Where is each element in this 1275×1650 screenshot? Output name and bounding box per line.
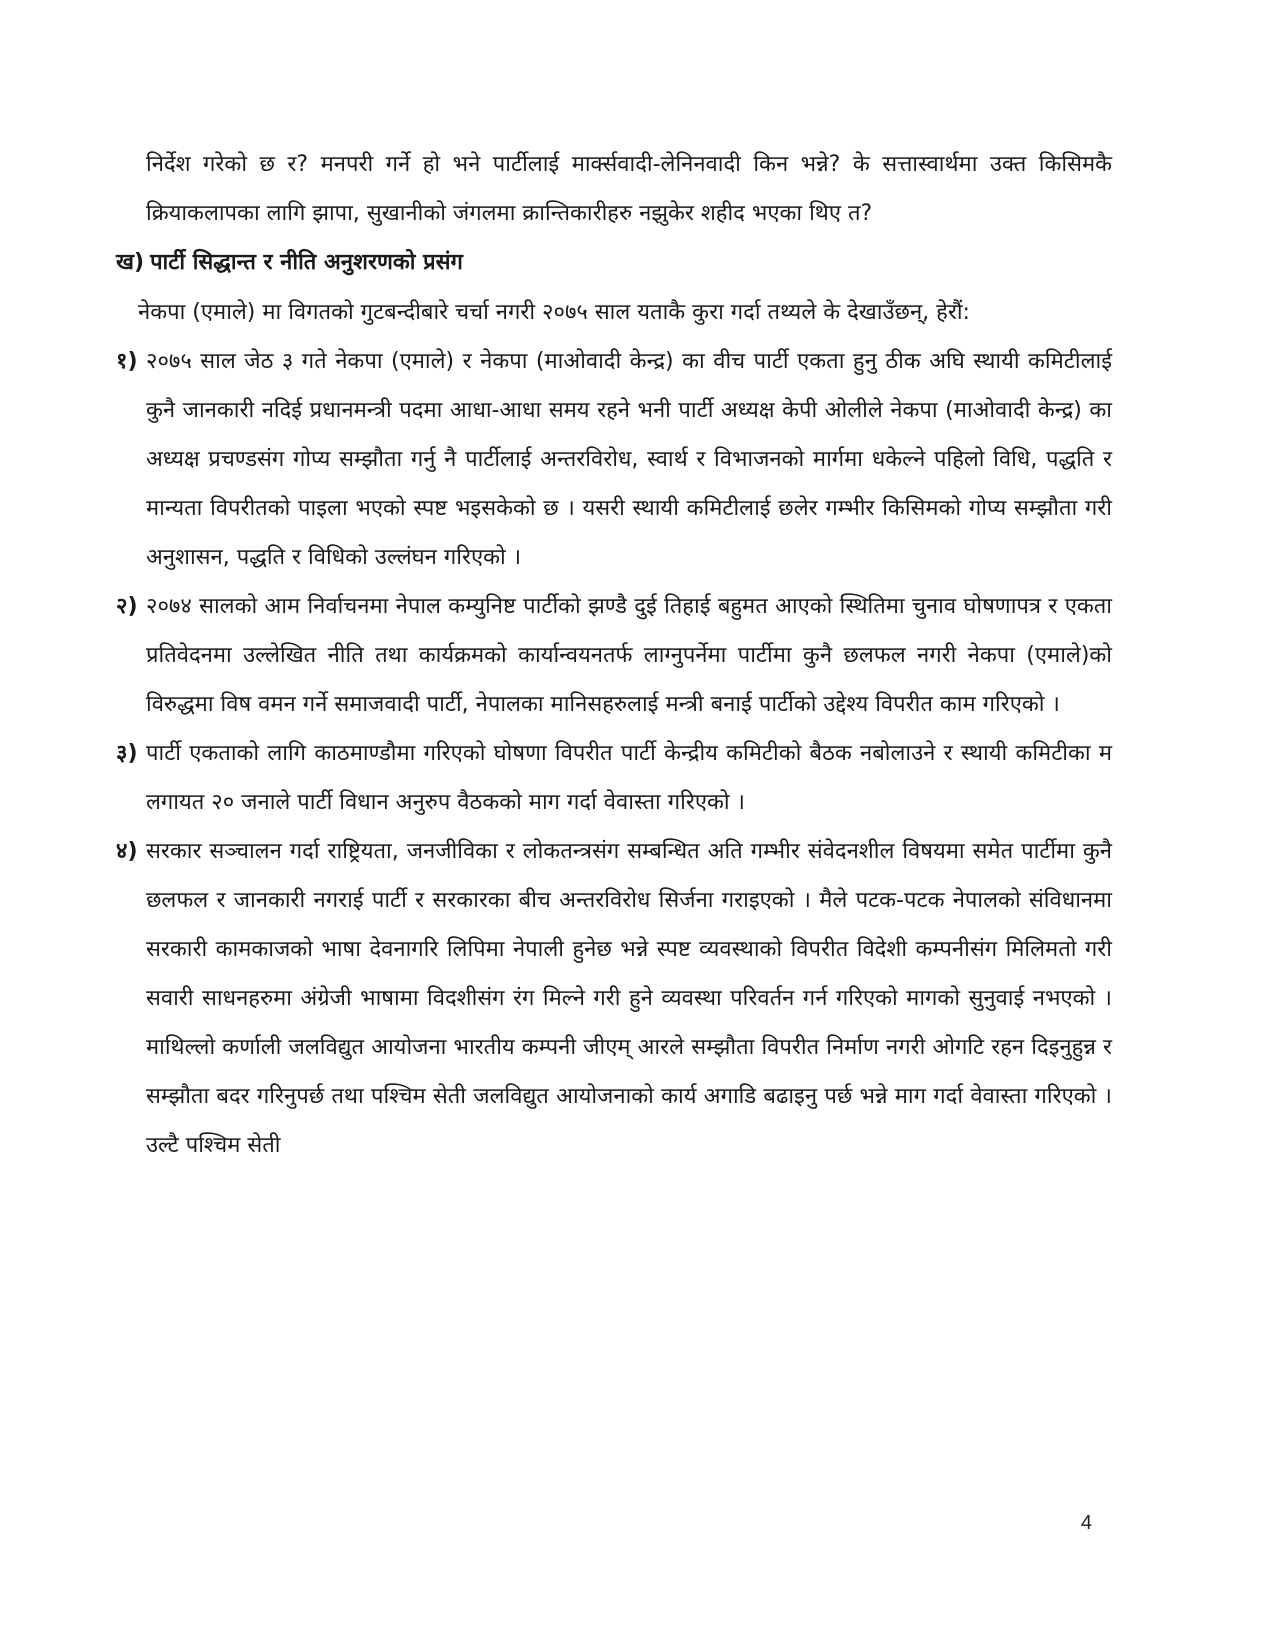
list-item-text: सरकार सञ्चालन गर्दा राष्ट्रियता, जनजीविका र लोकतन्त्रसंग सम्बन्धित अति गम्भीर संवेदनशील विषयमा समेत पार्टीमा कुनै छलफल र जानकारी नगराई पार्टी र सरकारका बीच अन्तरविरोध सिर्जना गराइएको । मैले पटक-पटक नेपालको संविधानमा सरकारी कामकाजको भाषा देवनागरि लिपिमा नेपाली हुनेछ भन्ने स्पष्ट व्यवस्थाको विपरीत विदेशी कम्पनीसंग मिलिमतो गरी सवारी साधनहरुमा अंग्रेजी भाषामा विदशीसंग रंग मिल्ने गरी हुने व्यवस्था परिवर्तन गर्न गरिएको मागको सुनुवाई नभएको । माथिल्लो कर्णाली जलविद्युत आयोजना भारतीय कम्पनी जीएम् आरले सम्झौता विपरीत निर्माण नगरी ओगटि रहन दिइनुहुन्न र सम्झौता बदर गरिनुपर्छ तथा पश्चिम सेती जलविद्युत आयोजनाको कार्य अगाडि बढाइनु पर्छ भन्ने माग गर्दा वेवास्ता गरिएको । उल्टै पश्चिम सेती <box>146 839 1112 1158</box>
section-heading-text: पार्टी सिद्धान्त र नीति अनुशरणको प्रसंग <box>150 250 463 275</box>
section-heading <box>116 238 1112 288</box>
list-item-text: पार्टी एकताको लागि काठमाण्डौमा गरिएको घोषणा विपरीत पार्टी केन्द्रीय कमिटीको बैठक नबोलाउने र स्थायी कमिटीका म लगायत २० जनाले पार्टी विधान अनुरुप वैठकको माग गर्दा वेवास्ता गरिएको । <box>146 741 1112 815</box>
list-item-4 <box>116 827 1112 1170</box>
document-body <box>116 140 1112 1170</box>
list-item-2 <box>116 582 1112 729</box>
list-item-text: २०७५ साल जेठ ३ गते नेकपा (एमाले) र नेकपा (माओवादी केन्द्र) का वीच पार्टी एकता हुनु ठीक अघि स्थायी कमिटीलाई कुनै जानकारी नदिई प्रधानमन्त्री पदमा आधा-आधा समय रहने भनी पार्टी अध्यक्ष केपी ओलीले नेकपा (माओवादी केन्द्र) का अध्यक्ष प्रचण्डसंग गोप्य सम्झौता गर्नु नै पार्टीलाई अन्तरविरोध, स्वार्थ र विभाजनको मार्गमा धकेल्ने पहिलो विधि, पद्धति र मान्यता विपरीतको पाइला भएको स्पष्ट भइसकेको छ । यसरी स्थायी कमिटीलाई छलेर गम्भीर किसिमको गोप्य सम्झौता गरी अनुशासन, पद्धति र विधिको उल्लंघन गरिएको । <box>146 349 1112 570</box>
list-item-number: ३) <box>116 741 138 766</box>
opening-paragraph: निर्देश गरेको छ र? मनपरी गर्ने हो भने पार्टीलाई मार्क्सवादी-लेनिनवादी किन भन्ने? के सत्तास्वार्थमा उक्त किसिमकै क्रियाकलापका लागि झापा, सुखानीको जंगलमा क्रान्तिकारीहरु नझुकेर शहीद भएका थिए त? <box>146 152 1112 226</box>
list-item-text: २०७४ सालको आम निर्वाचनमा नेपाल कम्युनिष्ट पार्टीको झण्डै दुई तिहाई बहुमत आएको स्थितिमा चुनाव घोषणापत्र र एकता प्रतिवेदनमा उल्लेखित नीति तथा कार्यक्रमको कार्यान्वयनतर्फ लाग्नुपर्नेमा पार्टीमा कुनै छलफल नगरी नेकपा (एमाले)को विरुद्धमा विष वमन गर्ने समाजवादी पार्टी, नेपालका मानिसहरुलाई मन्त्री बनाई पार्टीको उद्देश्य विपरीत काम गरिएको । <box>146 594 1112 717</box>
page-number: 4 <box>1080 1512 1092 1534</box>
list-item-number: २) <box>116 594 138 619</box>
list-item-3 <box>116 729 1112 827</box>
section-heading-marker: ख) <box>116 250 145 275</box>
list-item-number: १) <box>116 349 138 374</box>
list-item-1 <box>116 337 1112 582</box>
list-item-number: ४) <box>116 839 138 864</box>
intro-paragraph: नेकपा (एमाले) मा विगतको गुटबन्दीबारे चर्चा नगरी २०७५ साल यताकै कुरा गर्दा तथ्यले के देखाउँछन्, हेरौं: <box>138 300 970 325</box>
